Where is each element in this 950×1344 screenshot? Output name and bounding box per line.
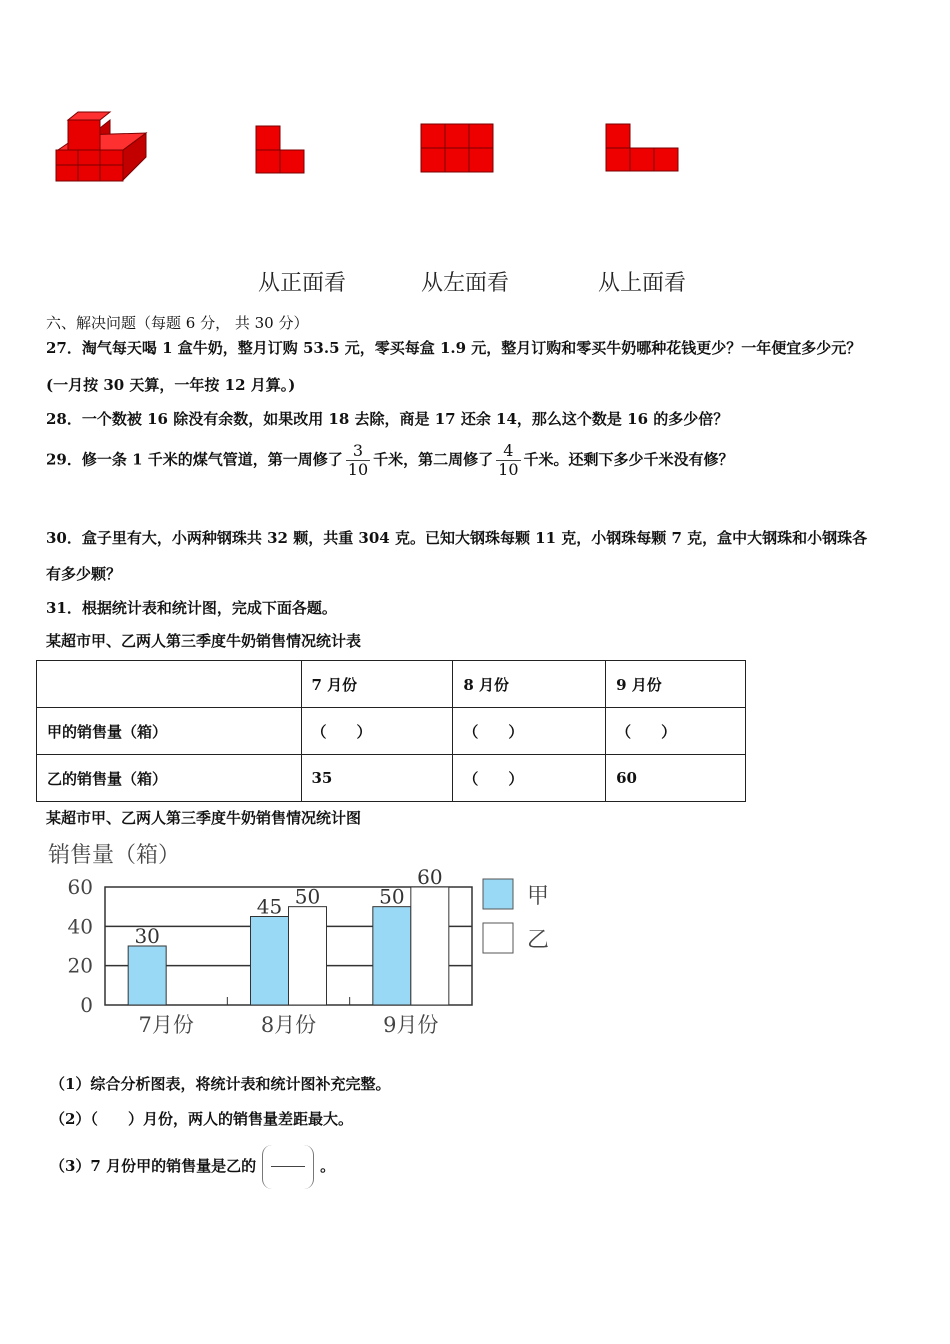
table-title: 某超市甲、乙两人第三季度牛奶销售情况统计表 bbox=[46, 632, 362, 650]
top-view-drawing bbox=[606, 124, 678, 171]
fraction-4-10: $\frac{4}{10}$ bbox=[498, 441, 519, 479]
question-27-line2: (一月按 30 天算，一年按 12 月算。) bbox=[46, 376, 296, 394]
bar-乙-9月份 bbox=[411, 887, 449, 1005]
sub-question-2: （2）（ ）月份，两人的销售量差距最大。 bbox=[50, 1110, 353, 1128]
data-label: 45 bbox=[256, 894, 283, 919]
legend-label: 乙 bbox=[527, 928, 550, 953]
bar-乙-8月份 bbox=[289, 907, 327, 1005]
y-axis-label: 销售量（箱） bbox=[48, 843, 181, 868]
legend-label: 甲 bbox=[527, 884, 550, 909]
table-cell: （ ） bbox=[606, 708, 746, 755]
legend-swatch-甲 bbox=[483, 879, 513, 909]
bar-甲-7月份 bbox=[128, 946, 166, 1005]
table-cell: （ ） bbox=[301, 708, 453, 755]
question-28: 28．一个数被 16 除没有余数，如果改用 18 去除，商是 17 还余 14，那么这个数是 16 的多少倍？ bbox=[46, 410, 729, 428]
left-view-drawing bbox=[421, 124, 493, 172]
question-30-line1: 30．盒子里有大，小两种钢珠共 32 颗，共重 304 克。已知大钢珠每颗 11 克，小钢珠每颗 7 克，盒中大钢珠和小钢珠各 bbox=[46, 529, 868, 547]
sub-question-3 bbox=[50, 1145, 335, 1189]
table-cell: 甲的销售量（箱） bbox=[37, 708, 302, 755]
table-header-row bbox=[37, 661, 746, 708]
y-tick-label: 0 bbox=[80, 993, 93, 1017]
table-row bbox=[37, 755, 746, 802]
data-label: 30 bbox=[134, 924, 160, 948]
question-31-intro: 31．根据统计表和统计图，完成下面各题。 bbox=[46, 599, 337, 617]
table-header-cell: 7 月份 bbox=[301, 661, 453, 708]
front-view-label: 从正面看 bbox=[258, 271, 347, 296]
question-29-part3: 千米。还剩下多少千米没有修？ bbox=[523, 450, 734, 469]
question-29-part2: 千米，第二周修了 bbox=[373, 450, 494, 469]
front-view-drawing bbox=[256, 126, 304, 173]
question-27-line1: 27．淘气每天喝 1 盒牛奶，整月订购 53.5 元，零买每盒 1.9 元，整月订购和零买牛奶哪种花钱更少？一年便宜多少元？ bbox=[46, 339, 862, 357]
left-view-label: 从左面看 bbox=[421, 271, 510, 296]
data-label: 60 bbox=[417, 865, 443, 889]
cube-solid-figure bbox=[56, 112, 146, 181]
fraction-3-10: $\frac{3}{10}$ bbox=[347, 441, 369, 479]
table-row bbox=[37, 708, 746, 755]
y-tick-label: 40 bbox=[67, 914, 93, 939]
three-view-figures bbox=[0, 95, 760, 195]
table-cell: （ ） bbox=[453, 708, 606, 755]
bar-甲-8月份 bbox=[251, 917, 289, 1006]
table-header-cell bbox=[37, 661, 302, 708]
chart-title: 某超市甲、乙两人第三季度牛奶销售情况统计图 bbox=[46, 809, 362, 827]
question-30-line2: 有多少颗？ bbox=[46, 565, 122, 583]
question-29 bbox=[46, 442, 734, 479]
x-tick-label: 7月份 bbox=[138, 1013, 194, 1037]
legend-swatch-乙 bbox=[483, 923, 513, 953]
x-tick-label: 9月份 bbox=[383, 1013, 439, 1037]
y-tick-label: 60 bbox=[67, 875, 93, 899]
table-header-cell: 9 月份 bbox=[606, 661, 746, 708]
sub-question-3-text: （3）7 月份甲的销售量是乙的 bbox=[50, 1157, 257, 1175]
table-header-cell: 8 月份 bbox=[453, 661, 606, 708]
y-tick-label: 20 bbox=[67, 953, 93, 978]
data-label: 50 bbox=[294, 884, 321, 909]
table-cell: 35 bbox=[301, 755, 453, 802]
table-cell: 乙的销售量（箱） bbox=[37, 755, 302, 802]
sub-question-1: （1）综合分析图表，将统计表和统计图补充完整。 bbox=[50, 1075, 391, 1093]
data-label: 50 bbox=[379, 884, 405, 909]
table-cell: 60 bbox=[606, 755, 746, 802]
x-tick-label: 8月份 bbox=[260, 1013, 317, 1037]
question-29-part1: 29．修一条 1 千米的煤气管道，第一周修了 bbox=[46, 450, 343, 469]
sales-bar-chart bbox=[40, 835, 580, 1045]
sub-question-3-end: 。 bbox=[320, 1157, 336, 1175]
section-title: 六、解决问题（每题 6 分， 共 30 分） bbox=[46, 314, 309, 332]
top-view-label: 从上面看 bbox=[598, 271, 687, 296]
sales-table bbox=[36, 660, 746, 802]
fraction-answer-blank[interactable] bbox=[262, 1145, 314, 1189]
table-cell: （ ） bbox=[453, 755, 606, 802]
bar-甲-9月份 bbox=[373, 907, 411, 1005]
